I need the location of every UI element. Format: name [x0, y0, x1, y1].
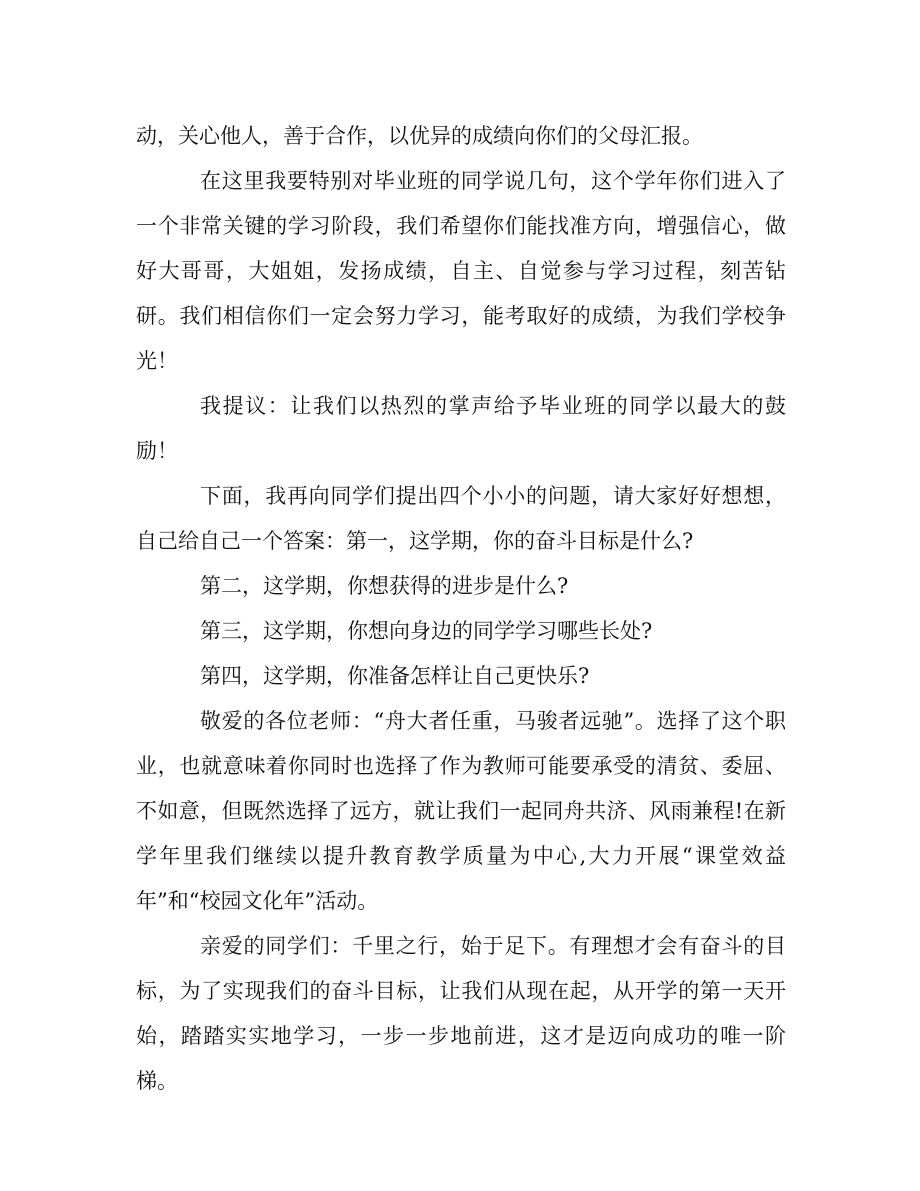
paragraph-teachers: 敬爱的各位老师：“舟大者任重，马骏者远驰”。选择了这个职业，也就意味着你同时也选择了作为教师可能要承受的清贫、委屈、不如意，但既然选择了远方，就让我们一起同舟共济、风雨兼程!在新学年里我们继续以提升教育教学质量为中心,大力开展“课堂效益年”和“校园文化年”活动。	[136, 709, 786, 913]
paragraph-four-questions: 下面，我再向同学们提出四个小小的问题，请大家好好想想，自己给自己一个答案：第一，这学期，你的奋斗目标是什么?	[136, 484, 786, 553]
paragraph-graduating-class: 在这里我要特别对毕业班的同学说几句，这个学年你们进入了一个非常关键的学习阶段，我们希望你们能找准方向，增强信心，做好大哥哥，大姐姐，发扬成绩，自主、自觉参与学习过程，刻苦钻研。我们相信你们一定会努力学习，能考取好的成绩，为我们学校争光！	[136, 169, 786, 373]
paragraph-students: 亲爱的同学们：千里之行，始于足下。有理想才会有奋斗的目标，为了实现我们的奋斗目标，让我们从现在起，从开学的第一天开始，踏踏实实地学习，一步一步地前进，这才是迈向成功的唯一阶梯。	[136, 934, 786, 1093]
document-body	[136, 114, 786, 1104]
paragraph-question-four: 第四，这学期，你准备怎样让自己更快乐?	[200, 664, 590, 688]
paragraph-continuation: 动，关心他人，善于合作，以优异的成绩向你们的父母汇报。	[136, 124, 703, 148]
paragraph-question-three: 第三，这学期，你想向身边的同学学习哪些长处?	[200, 619, 653, 643]
paragraph-question-two: 第二，这学期，你想获得的进步是什么?	[200, 574, 569, 598]
paragraph-proposal: 我提议：让我们以热烈的掌声给予毕业班的同学以最大的鼓励！	[136, 394, 786, 463]
